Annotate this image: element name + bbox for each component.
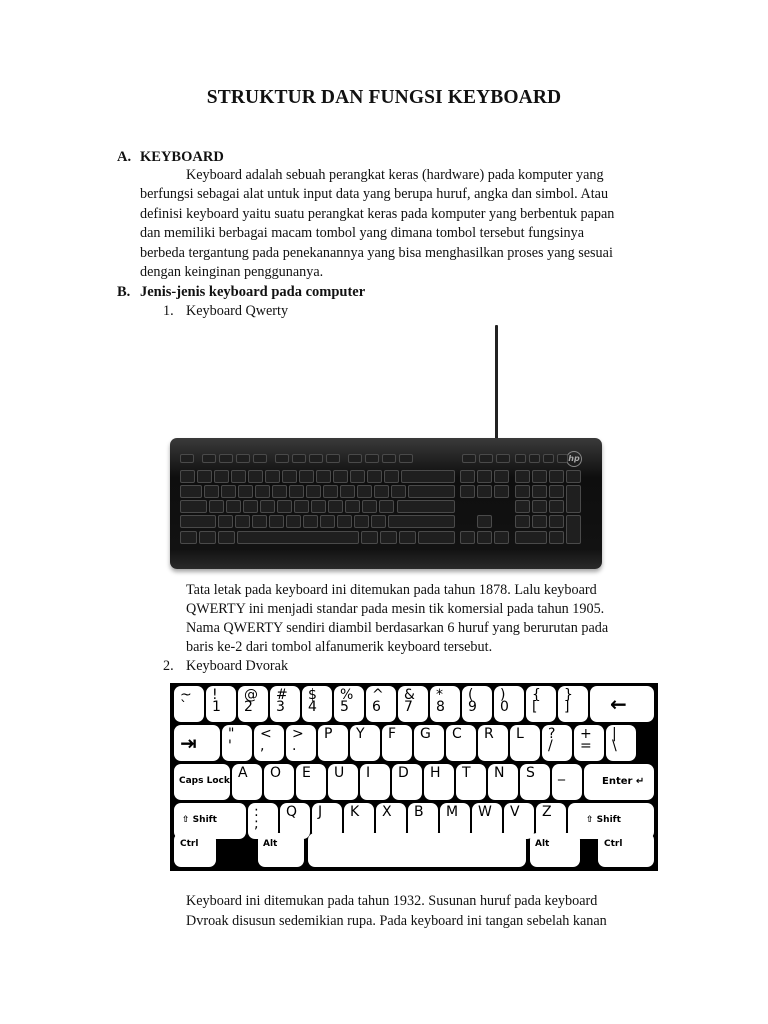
dvorak-key [264, 764, 294, 800]
keyboard-key [275, 454, 289, 463]
key-top-glyph: % [340, 687, 354, 703]
dvorak-key [270, 686, 300, 722]
key-bottom-glyph: . [292, 738, 297, 754]
key-bottom-glyph: = [580, 738, 592, 754]
key-label: Ctrl [180, 839, 199, 849]
section-a-line-5: berbeda tergantung pada penekanannya yang bisa menghasilkan proses yang sesuai [140, 245, 613, 261]
keyboard-key [350, 470, 365, 483]
keyboard-key [515, 454, 526, 463]
keyboard-key [337, 515, 352, 528]
keyboard-key [218, 515, 233, 528]
spacebar-key [237, 531, 359, 544]
keyboard-key [292, 454, 306, 463]
keyboard-key [566, 485, 581, 513]
keyboard-key [286, 515, 301, 528]
section-a-letter: A. [117, 149, 132, 165]
dvorak-key [462, 686, 492, 722]
key-top-glyph: W [478, 804, 492, 820]
section-a-line-2: berfungsi sebagai alat untuk input data yang berupa huruf, angka dan simbol. Atau [140, 186, 609, 202]
keyboard-key [460, 470, 475, 483]
dvorak-key [254, 725, 284, 761]
keyboard-key [515, 531, 547, 544]
key-bottom-glyph: / [548, 738, 553, 754]
keyboard-key [367, 470, 382, 483]
key-bottom-glyph: 3 [276, 699, 285, 715]
keyboard-key [236, 454, 250, 463]
keyboard-key [494, 485, 509, 498]
keyboard-key [248, 470, 263, 483]
key-glyph: I [366, 765, 371, 781]
key-label: ⇧ Shift [182, 815, 217, 825]
dvorak-key [520, 764, 550, 800]
key-top-glyph: + [580, 726, 592, 742]
keyboard-key [532, 515, 547, 528]
keyboard-key [199, 531, 216, 544]
keyboard-key [365, 454, 379, 463]
keyboard-key [328, 500, 343, 513]
keyboard-key [354, 515, 369, 528]
key-top-glyph: " [228, 726, 235, 742]
key-top-glyph: | [612, 726, 617, 742]
section-b-letter: B. [117, 284, 131, 300]
item-2-number: 2. [163, 658, 174, 674]
item-1-text-4: baris ke-2 dari tombol alfanumerik keyboard tersebut. [186, 639, 493, 655]
keyboard-key [204, 485, 219, 498]
dvorak-key [542, 725, 572, 761]
key-top-glyph: Z [542, 804, 552, 820]
key-top-glyph: @ [244, 687, 258, 703]
key-top-glyph: F [388, 726, 397, 742]
keyboard-key [477, 485, 492, 498]
keyboard-key [543, 454, 554, 463]
item-1-text-2: QWERTY ini menjadi standar pada mesin tik komersial pada tahun 1905. [186, 601, 605, 617]
key-bottom-glyph: 8 [436, 699, 445, 715]
keyboard-key [532, 485, 547, 498]
keyboard-key [399, 531, 416, 544]
key-bottom-glyph: ; [254, 816, 259, 832]
keyboard-key [226, 500, 241, 513]
page-title: STRUKTUR DAN FUNGSI KEYBOARD [206, 87, 562, 108]
keyboard-key [515, 470, 530, 483]
keyboard-key [362, 500, 377, 513]
item-1-label: Keyboard Qwerty [186, 303, 289, 319]
keyboard-key [494, 531, 509, 544]
keyboard-key [253, 454, 267, 463]
keyboard-key [371, 515, 386, 528]
keyboard-key [460, 485, 475, 498]
key-top-glyph: ~ [180, 687, 192, 703]
keyboard-key [333, 470, 348, 483]
key-top-glyph: M [446, 804, 459, 820]
enter-key [408, 485, 455, 498]
keyboard-key [345, 500, 360, 513]
key-label: Caps Lock [179, 776, 230, 786]
item-1-text-3: Nama QWERTY sendiri diambil berdasarkan 6 huruf yang berurutan pada [186, 620, 609, 636]
key-bottom-glyph: \ [612, 738, 617, 754]
item-2-text-2: Dvroak disusun sedemikian rupa. Pada keyboard ini tangan sebelah kanan [186, 913, 607, 929]
key-top-glyph: ) [500, 687, 506, 703]
key-top-glyph: & [404, 687, 415, 703]
dvorak-key [206, 686, 236, 722]
keyboard-cable [495, 325, 498, 440]
key-bottom-glyph: 9 [468, 699, 477, 715]
keyboard-key [382, 454, 396, 463]
shift-right-key [388, 515, 455, 528]
keyboard-key [515, 485, 530, 498]
key-top-glyph: ! [212, 687, 218, 703]
alt-right-key [530, 833, 580, 867]
keyboard-key [311, 500, 326, 513]
key-top-glyph: : [254, 804, 259, 820]
keyboard-key [221, 485, 236, 498]
enter-key [584, 764, 654, 800]
keyboard-key [309, 454, 323, 463]
keyboard-key [303, 515, 318, 528]
caps-key [180, 500, 207, 513]
key-bottom-glyph: 4 [308, 699, 317, 715]
dvorak-key [574, 725, 604, 761]
dvorak-key [510, 725, 540, 761]
key-glyph: _ [558, 765, 565, 781]
keyboard-key [202, 454, 216, 463]
dvorak-key [232, 764, 262, 800]
keyboard-key [361, 531, 378, 544]
keyboard-key [549, 531, 564, 544]
keyboard-key [326, 454, 340, 463]
dvorak-key [382, 725, 412, 761]
shift-left-key [180, 515, 216, 528]
keyboard-key [214, 470, 229, 483]
key-top-glyph: # [276, 687, 288, 703]
key-top-glyph: J [318, 804, 323, 820]
keyboard-key [557, 454, 568, 463]
keyboard-key [243, 500, 258, 513]
key-top-glyph: V [510, 804, 520, 820]
section-a-line-1: Keyboard adalah sebuah perangkat keras (hardware) pada komputer yang [186, 167, 604, 183]
keyboard-key [238, 485, 253, 498]
caps-lock-key [174, 764, 230, 800]
keyboard-key [209, 500, 224, 513]
keyboard-key [374, 485, 389, 498]
keyboard-key [272, 485, 287, 498]
key-bottom-glyph: 7 [404, 699, 413, 715]
keyboard-key [549, 470, 564, 483]
key-bottom-glyph: 6 [372, 699, 381, 715]
keyboard-key [289, 485, 304, 498]
dvorak-key [424, 764, 454, 800]
dvorak-keyboard-image [170, 683, 658, 871]
keyboard-key [306, 485, 321, 498]
keyboard-key [316, 470, 331, 483]
dvorak-key [526, 686, 556, 722]
key-top-glyph: * [436, 687, 443, 703]
key-bottom-glyph: ` [180, 699, 187, 715]
keyboard-key [323, 485, 338, 498]
dvorak-key [398, 686, 428, 722]
keyboard-key [277, 500, 292, 513]
key-top-glyph: K [350, 804, 360, 820]
key-label: Enter ↵ [602, 776, 645, 787]
keyboard-key [348, 454, 362, 463]
qwerty-keyboard-image [170, 325, 602, 573]
ctrl-left-key [174, 833, 216, 867]
key-top-glyph: B [414, 804, 424, 820]
key-top-glyph: L [516, 726, 524, 742]
keyboard-key [549, 500, 564, 513]
keyboard-key [265, 470, 280, 483]
section-a-heading: KEYBOARD [140, 149, 224, 165]
dvorak-key [478, 725, 508, 761]
dvorak-key [302, 686, 332, 722]
keyboard-key [269, 515, 284, 528]
key-top-glyph: Y [356, 726, 365, 742]
keyboard-key [252, 515, 267, 528]
dvorak-key [392, 764, 422, 800]
key-top-glyph: ( [468, 687, 474, 703]
key-glyph: S [526, 765, 535, 781]
keyboard-key [479, 454, 493, 463]
keyboard-key [379, 500, 394, 513]
dvorak-key [238, 686, 268, 722]
keyboard-key [549, 515, 564, 528]
key-top-glyph: $ [308, 687, 317, 703]
dvorak-key [558, 686, 588, 722]
key-top-glyph: } [564, 687, 573, 703]
key-bottom-glyph: 1 [212, 699, 221, 715]
keyboard-key [380, 531, 397, 544]
key-label: ⇥ [180, 731, 197, 755]
keyboard-key [282, 470, 297, 483]
key-glyph: N [494, 765, 505, 781]
dvorak-key [318, 725, 348, 761]
key-bottom-glyph: , [260, 738, 265, 754]
dvorak-key [552, 764, 582, 800]
dvorak-key [366, 686, 396, 722]
key-bottom-glyph: [ [532, 699, 538, 715]
dvorak-key [488, 764, 518, 800]
hp-logo-icon: hp [566, 451, 582, 467]
key-top-glyph: C [452, 726, 462, 742]
item-1-text-1: Tata letak pada keyboard ini ditemukan pada tahun 1878. Lalu keyboard [186, 582, 597, 598]
keyboard-key [477, 531, 492, 544]
keyboard-key [299, 470, 314, 483]
key-bottom-glyph: 0 [500, 699, 509, 715]
keyboard-key [294, 500, 309, 513]
dvorak-key [360, 764, 390, 800]
section-b-heading: Jenis-jenis keyboard pada computer [140, 284, 366, 300]
section-a-line-4: dan memiliki berbagai macam tombol yang dimana tombol tersebut fungsinya [140, 225, 585, 241]
keyboard-key [231, 470, 246, 483]
keyboard-key [219, 454, 233, 463]
item-2-label: Keyboard Dvorak [186, 658, 289, 674]
dvorak-key [296, 764, 326, 800]
keyboard-key [515, 500, 530, 513]
key-glyph: H [430, 765, 441, 781]
dvorak-key [414, 725, 444, 761]
keyboard-key [477, 470, 492, 483]
key-label: Alt [535, 839, 550, 849]
key-top-glyph: { [532, 687, 541, 703]
key-bottom-glyph: 5 [340, 699, 349, 715]
keyboard-body [170, 438, 602, 569]
keyboard-key [235, 515, 250, 528]
keyboard-key [255, 485, 270, 498]
key-label: Alt [263, 839, 278, 849]
keyboard-key [197, 470, 212, 483]
dvorak-key [456, 764, 486, 800]
alt-left-key [258, 833, 304, 867]
dvorak-key [446, 725, 476, 761]
key-top-glyph: ? [548, 726, 556, 742]
keyboard-key [566, 515, 581, 544]
key-glyph: A [238, 765, 248, 781]
keyboard-key [532, 470, 547, 483]
backspace-key [401, 470, 455, 483]
dvorak-key [328, 764, 358, 800]
keyboard-key [180, 531, 197, 544]
keyboard-key [566, 470, 581, 483]
item-2-text-1: Keyboard ini ditemukan pada tahun 1932. Susunan huruf pada keyboard [186, 893, 598, 909]
key-bottom-glyph: 2 [244, 699, 253, 715]
key-glyph: T [462, 765, 471, 781]
tab-key [174, 725, 220, 761]
key-top-glyph: ^ [372, 687, 384, 703]
dvorak-key [174, 686, 204, 722]
keyboard-key [477, 515, 492, 528]
key-top-glyph: R [484, 726, 494, 742]
keyboard-key [462, 454, 476, 463]
dvorak-key [494, 686, 524, 722]
key-bottom-glyph: ' [228, 738, 232, 754]
dvorak-key [334, 686, 364, 722]
tab-key [180, 485, 202, 498]
keyboard-key [260, 500, 275, 513]
key-label: ⇧ Shift [586, 815, 621, 825]
keyboard-key [532, 500, 547, 513]
keyboard-key [496, 454, 510, 463]
keyboard-key [320, 515, 335, 528]
ctrl-right-key [598, 833, 654, 867]
key-top-glyph: Q [286, 804, 298, 820]
dvorak-key [606, 725, 636, 761]
dvorak-key [350, 725, 380, 761]
key-glyph: D [398, 765, 409, 781]
keyboard-key [418, 531, 455, 544]
key-top-glyph: X [382, 804, 392, 820]
keyboard-key [384, 470, 399, 483]
key-top-glyph: P [324, 726, 333, 742]
keyboard-key [399, 454, 413, 463]
dvorak-key [222, 725, 252, 761]
key-label: ← [610, 692, 627, 716]
key-top-glyph: G [420, 726, 431, 742]
key-glyph: O [270, 765, 282, 781]
dvorak-key [430, 686, 460, 722]
keyboard-key [549, 485, 564, 498]
keyboard-key [515, 515, 530, 528]
key-top-glyph: < [260, 726, 272, 742]
keyboard-key [357, 485, 372, 498]
key-bottom-glyph: ] [564, 699, 570, 715]
keyboard-key [529, 454, 540, 463]
dvorak-key [286, 725, 316, 761]
keyboard-key [460, 531, 475, 544]
spacebar-key [308, 833, 526, 867]
keyboard-key [340, 485, 355, 498]
key-label: Ctrl [604, 839, 623, 849]
section-a-line-3: definisi keyboard yaitu suatu perangkat keras pada komputer yang berbentuk papan [140, 206, 615, 222]
backspace-key [590, 686, 654, 722]
item-1-number: 1. [163, 303, 174, 319]
enter-key-lower [397, 500, 455, 513]
keyboard-key [218, 531, 235, 544]
keyboard-key [494, 470, 509, 483]
key-top-glyph: > [292, 726, 304, 742]
key-glyph: U [334, 765, 345, 781]
keyboard-key [391, 485, 406, 498]
keyboard-key [180, 470, 195, 483]
key-glyph: E [302, 765, 311, 781]
section-a-line-6: dengan keinginan penggunanya. [140, 264, 324, 280]
keyboard-key [180, 454, 194, 463]
